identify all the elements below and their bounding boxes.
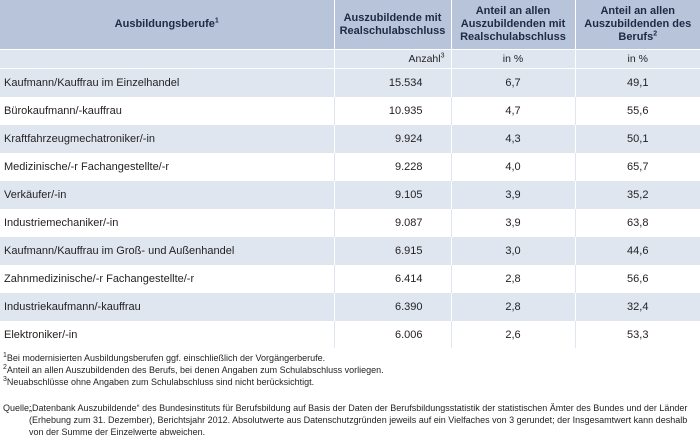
cell-beruf: Elektroniker/-in xyxy=(0,321,334,349)
cell-anteil-beruf: 56,6 xyxy=(575,265,700,293)
cell-anteil-beruf: 55,6 xyxy=(575,97,700,125)
cell-anteil-realschul: 2,8 xyxy=(451,293,575,321)
cell-anteil-realschul: 4,7 xyxy=(451,97,575,125)
cell-anteil-beruf: 49,1 xyxy=(575,69,700,97)
footnote: $^3$Neuabschlüsse ohne Angaben zum Schulabschluss sind nicht berücksichtigt. xyxy=(3,376,315,387)
cell-anzahl: 6.915 xyxy=(334,237,451,265)
cell-anteil-beruf: 65,7 xyxy=(575,153,700,181)
cell-anzahl: 6.414 xyxy=(334,265,451,293)
unit-anzahl: Anzahl$^3$ xyxy=(334,50,451,69)
unit-empty xyxy=(0,50,334,69)
cell-anteil-realschul: 2,8 xyxy=(451,265,575,293)
header-auszubildende: Auszubildende mit Realschulabschluss xyxy=(334,0,451,50)
cell-anteil-realschul: 4,3 xyxy=(451,125,575,153)
cell-anzahl: 6.390 xyxy=(334,293,451,321)
header-anteil-realschul: Anteil an allen Auszubildenden mit Realschulabschluss xyxy=(451,0,575,50)
cell-anteil-realschul: 4,0 xyxy=(451,153,575,181)
cell-anzahl: 9.228 xyxy=(334,153,451,181)
cell-anzahl: 10.935 xyxy=(334,97,451,125)
cell-anteil-realschul: 3,9 xyxy=(451,209,575,237)
footnote: $^1$Bei modernisierten Ausbildungsberufen ggf. einschließlich der Vorgängerberufe. xyxy=(3,352,326,363)
header-anteil-beruf: Anteil an allen Auszubildenden des Berufs$^2$ xyxy=(575,0,700,50)
cell-anteil-realschul: 2,6 xyxy=(451,321,575,349)
cell-anteil-beruf: 53,3 xyxy=(575,321,700,349)
cell-beruf: Industriekaufmann/-kauffrau xyxy=(0,293,334,321)
cell-anzahl: 6.006 xyxy=(334,321,451,349)
cell-anteil-beruf: 35,2 xyxy=(575,181,700,209)
cell-anzahl: 9.105 xyxy=(334,181,451,209)
header-row xyxy=(0,0,700,50)
table-row xyxy=(0,209,700,237)
table-row xyxy=(0,153,700,181)
source-label: Quelle: xyxy=(3,403,32,413)
cell-beruf: Medizinische/-r Fachangestellte/-r xyxy=(0,153,334,181)
cell-beruf: Zahnmedizinische/-r Fachangestellte/-r xyxy=(0,265,334,293)
source-note xyxy=(3,402,697,438)
cell-beruf: Kaufmann/Kauffrau im Groß- und Außenhandel xyxy=(0,237,334,265)
cell-anteil-beruf: 50,1 xyxy=(575,125,700,153)
cell-anteil-beruf: 32,4 xyxy=(575,293,700,321)
header-ausbildungsberufe: Ausbildungsberufe$^1$ xyxy=(0,0,334,50)
cell-beruf: Bürokaufmann/-kauffrau xyxy=(0,97,334,125)
table-row xyxy=(0,321,700,349)
table-row xyxy=(0,265,700,293)
cell-beruf: Kraftfahrzeugmechatroniker/-in xyxy=(0,125,334,153)
cell-anteil-realschul: 3,0 xyxy=(451,237,575,265)
unit-row xyxy=(0,50,700,69)
cell-anteil-beruf: 63,8 xyxy=(575,209,700,237)
unit-percent-beruf: in % xyxy=(575,50,700,69)
cell-anzahl: 9.087 xyxy=(334,209,451,237)
cell-anzahl: 9.924 xyxy=(334,125,451,153)
cell-anzahl: 15.534 xyxy=(334,69,451,97)
cell-anteil-realschul: 6,7 xyxy=(451,69,575,97)
cell-beruf: Industriemechaniker/-in xyxy=(0,209,334,237)
unit-percent-realschul: in % xyxy=(451,50,575,69)
cell-anteil-beruf: 44,6 xyxy=(575,237,700,265)
table-row xyxy=(0,181,700,209)
table-row xyxy=(0,125,700,153)
table-row xyxy=(0,237,700,265)
footnotes xyxy=(3,352,697,388)
table-row xyxy=(0,293,700,321)
table-row xyxy=(0,97,700,125)
cell-beruf: Kaufmann/Kauffrau im Einzelhandel xyxy=(0,69,334,97)
cell-beruf: Verkäufer/-in xyxy=(0,181,334,209)
source-text: „Datenbank Auszubildende“ des Bundesinstituts für Berufsbildung auf Basis der Daten der Berufsbildungsstatistik der statistischen Ämter des Bundes und der Länder (Erhebung zum 31. Dezember), Berichtsjahr 2012. Absolutwerte aus Datenschutzgründen jeweils auf ein Vielfaches von 3 gerundet; der Insgesamtwert kann deshalb von der Summe der Einzelwerte abweichen. xyxy=(29,403,688,437)
table-row xyxy=(0,69,700,97)
footnote: $^2$Anteil an allen Auszubildenden des Berufs, bei denen Angaben zum Schulabschluss vorliegen. xyxy=(3,364,384,375)
cell-anteil-realschul: 3,9 xyxy=(451,181,575,209)
